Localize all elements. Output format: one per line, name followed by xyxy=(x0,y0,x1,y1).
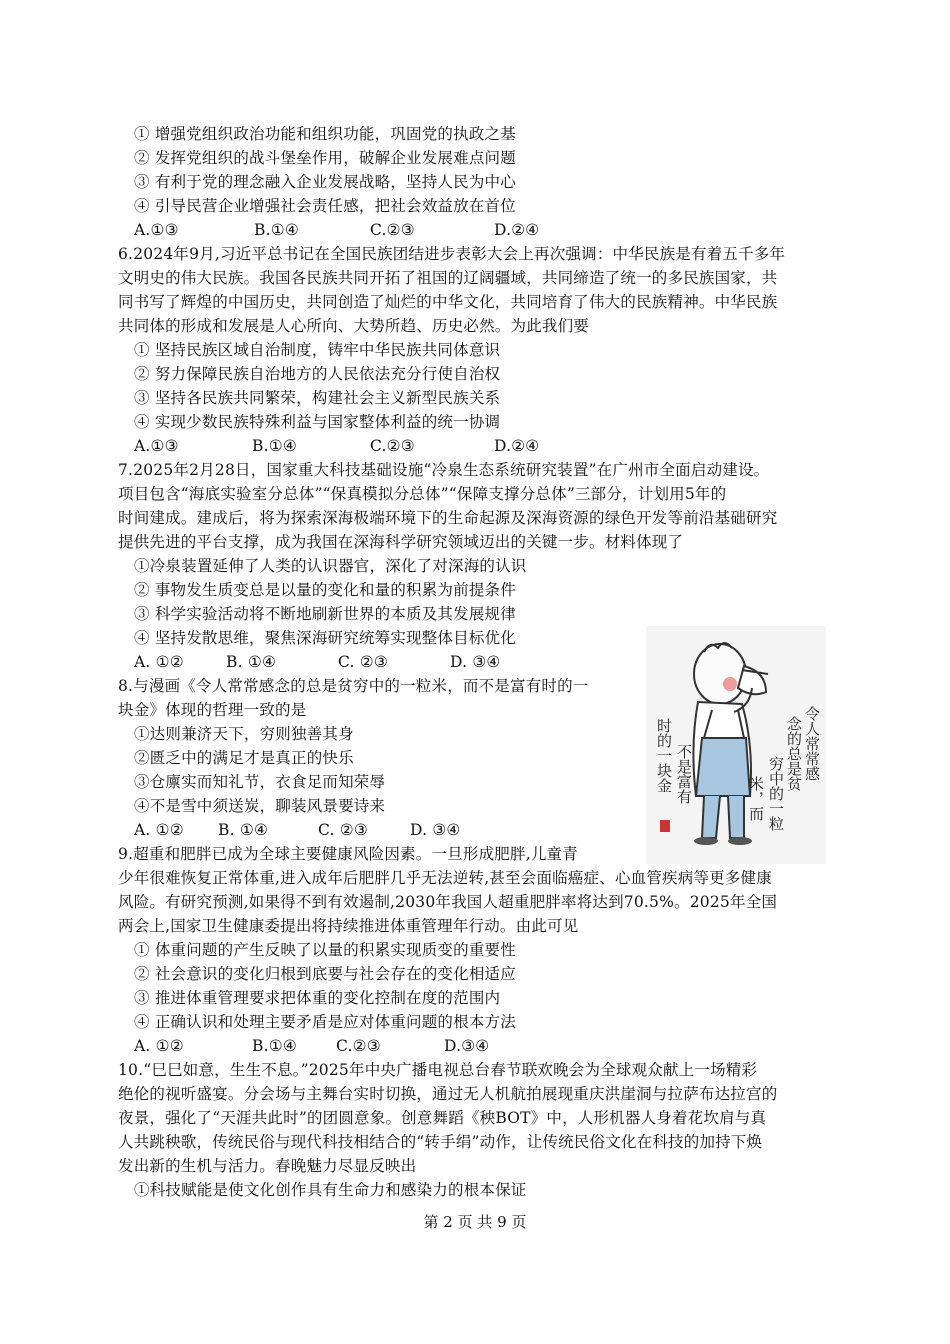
q8-option-2: ②匮乏中的满足才是真正的快乐 xyxy=(134,749,354,767)
q9-stem-2: 少年很难恢复正常体重,进入成年后肥胖几乎无法逆转,甚至会面临癌症、心血管疾病等更多健康 xyxy=(118,869,772,887)
q7-stem-3: 时间建成。建成后，将为探索深海极端环境下的生命起源及深海资源的绿色开发等前沿基础研究 xyxy=(118,509,778,527)
q6-stem-3: 同书写了辉煌的中国历史，共同创造了灿烂的中华文化，共同培育了伟大的民族精神。中华民族 xyxy=(118,293,778,311)
cartoon-text-col-1: 令人常常感 xyxy=(803,706,821,781)
q6-option-4: ④ 实现少数民族特殊利益与国家整体利益的统一协调 xyxy=(134,413,501,431)
q9-choice-b: B.①④ xyxy=(252,1037,297,1055)
q7-option-4: ④ 坚持发散思维，聚焦深海研究统筹实现整体目标优化 xyxy=(134,629,516,647)
q6-stem-4: 共同体的形成和发展是人心所向、大势所趋、历史必然。为此我们要 xyxy=(118,317,590,335)
q6-option-1: ① 坚持民族区域自治制度，铸牢中华民族共同体意识 xyxy=(134,341,501,359)
q5-choice-d: D.②④ xyxy=(494,221,540,239)
q6-stem-2: 文明史的伟大民族。我国各民族共同开拓了祖国的辽阔疆域，共同缔造了统一的多民族国家，共 xyxy=(118,269,778,287)
q7-option-3: ③ 科学实验活动将不断地刷新世界的本质及其发展规律 xyxy=(134,605,516,623)
cartoon-text-col-5: 不是富有 xyxy=(675,744,693,804)
cartoon-drawing xyxy=(646,626,826,864)
q8-choice-a: A. ①② xyxy=(134,821,184,839)
q5-choice-b: B.①④ xyxy=(254,221,299,239)
q10-stem-3: 夜景，强化了“天涯共此时”的团圆意象。创意舞蹈《秧BOT》中，人形机器人身着花坎肩与真 xyxy=(118,1109,767,1127)
q9-option-1: ① 体重问题的产生反映了以量的积累实现质变的重要性 xyxy=(134,941,516,959)
q8-option-1: ①达则兼济天下，穷则独善其身 xyxy=(134,725,354,743)
q5-option-2: ② 发挥党组织的战斗堡垒作用，破解企业发展难点问题 xyxy=(134,149,516,167)
q6-option-2: ② 努力保障民族自治地方的人民依法充分行使自治权 xyxy=(134,365,501,383)
q7-choice-c: C. ②③ xyxy=(338,653,388,671)
q8-option-3: ③仓廪实而知礼节，衣食足而知荣辱 xyxy=(134,773,386,791)
q7-option-1: ①冷泉装置延伸了人类的认识器官，深化了对深海的认识 xyxy=(134,557,527,575)
q6-choice-b: B.①④ xyxy=(252,437,297,455)
q5-option-3: ③ 有利于党的理念融入企业发展战略，坚持人民为中心 xyxy=(134,173,516,191)
q7-stem-2: 项目包含“海底实验室分总体”“保真模拟分总体”“保障支撑分总体”三部分，计划用5年的 xyxy=(118,485,727,503)
q8-choice-b: B. ①④ xyxy=(218,821,269,839)
q5-option-1: ① 增强党组织政治功能和组织功能，巩固党的执政之基 xyxy=(134,125,516,143)
q9-option-2: ② 社会意识的变化归根到底要与社会存在的变化相适应 xyxy=(134,965,516,983)
q9-option-4: ④ 正确认识和处理主要矛盾是应对体重问题的根本方法 xyxy=(134,1013,516,1031)
q10-option-1: ①科技赋能是使文化创作具有生命力和感染力的根本保证 xyxy=(134,1181,527,1199)
q10-stem-1: 10.“巳巳如意，生生不息。”2025年中央广播电视总台春节联欢晚会为全球观众献上一场精彩 xyxy=(118,1061,758,1079)
q6-choice-d: D.②④ xyxy=(494,437,540,455)
q7-stem-4: 提供先进的平台支撑，成为我国在深海科学研究领域迈出的关键一步。材料体现了 xyxy=(118,533,684,551)
q9-stem-1: 9.超重和肥胖已成为全球主要健康风险因素。一旦形成肥胖,儿童青 xyxy=(118,845,578,863)
q5-choice-c: C.②③ xyxy=(370,221,415,239)
q7-stem-1: 7.2025年2月28日，国家重大科技基础设施“冷泉生态系统研究装置”在广州市全面启动建设。 xyxy=(118,461,770,479)
cartoon-text-col-3: 穷中的一粒 xyxy=(767,756,785,831)
q9-choice-a: A. ①② xyxy=(134,1037,184,1055)
q9-stem-3: 风险。有研究预测,如果得不到有效遏制,2030年我国人超重肥胖率将达到70.5%。2025年全国 xyxy=(118,893,778,911)
cartoon-text-col-2: 念的总是贫 xyxy=(785,716,803,791)
q5-choice-a: A.①③ xyxy=(134,221,179,239)
seal-stamp xyxy=(660,820,670,832)
q7-option-2: ② 事物发生质变总是以量的变化和量的积累为前提条件 xyxy=(134,581,516,599)
q10-stem-5: 发出新的生机与活力。春晚魅力尽显反映出 xyxy=(118,1157,417,1175)
q9-choice-d: D.③④ xyxy=(444,1037,490,1055)
cartoon-text-col-6: 时的一块金 xyxy=(655,718,673,793)
q7-choice-b: B. ①④ xyxy=(226,653,277,671)
q6-choice-a: A.①③ xyxy=(134,437,179,455)
q6-choice-c: C.②③ xyxy=(370,437,415,455)
cartoon-text-col-4: 米，而 xyxy=(747,776,765,821)
page-footer: 第 2 页 共 9 页 xyxy=(423,1213,527,1231)
q9-option-3: ③ 推进体重管理要求把体重的变化控制在度的范围内 xyxy=(134,989,501,1007)
q8-option-4: ④不是雪中须送炭，聊装风景要诗来 xyxy=(134,797,386,815)
q9-stem-4: 两会上,国家卫生健康委提出将持续推进体重管理年行动。由此可见 xyxy=(118,917,579,935)
q6-option-3: ③ 坚持各民族共同繁荣，构建社会主义新型民族关系 xyxy=(134,389,501,407)
q7-choice-d: D. ③④ xyxy=(450,653,501,671)
q6-stem-1: 6.2024年9月,习近平总书记在全国民族团结进步表彰大会上再次强调：中华民族是有着五千多年 xyxy=(118,245,786,263)
q5-option-4: ④ 引导民营企业增强社会责任感，把社会效益放在首位 xyxy=(134,197,516,215)
q10-stem-4: 人共跳秧歌，传统民俗与现代科技相结合的“转手绢”动作，让传统民俗文化在科技的加持下焕 xyxy=(118,1133,763,1151)
q8-choice-d: D. ③④ xyxy=(410,821,461,839)
q8-stem-2: 块金》体现的哲理一致的是 xyxy=(118,701,307,719)
q8-stem-1: 8.与漫画《令人常常感念的总是贫穷中的一粒米，而不是富有时的一 xyxy=(118,677,589,695)
q10-stem-2: 绝伦的视听盛宴。分会场与主舞台实时切换，通过无人机航拍展现重庆洪崖洞与拉萨布达拉宫的 xyxy=(118,1085,778,1103)
q8-choice-c: C. ②③ xyxy=(318,821,368,839)
q7-choice-a: A. ①② xyxy=(134,653,184,671)
q9-choice-c: C.②③ xyxy=(336,1037,381,1055)
cartoon-illustration xyxy=(646,626,826,864)
